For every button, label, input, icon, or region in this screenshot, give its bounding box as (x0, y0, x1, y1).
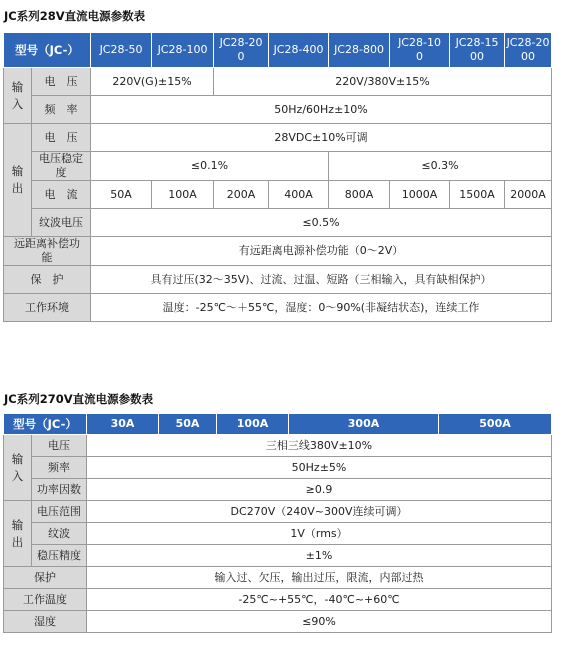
table-row (4, 435, 552, 457)
cell-value: ±1% (87, 545, 552, 567)
cell-value: 100A (152, 181, 214, 209)
model-header: JC28-20 00 (505, 33, 552, 68)
row-label: 电压 (32, 435, 87, 457)
cell-value: 2000A (505, 181, 552, 209)
cell-value: 输入过、欠压，输出过压，限流，内部过热 (87, 567, 552, 589)
table-row (4, 266, 552, 294)
model-label: 型号（JC-） (4, 414, 87, 435)
cell-value: 800A (329, 181, 390, 209)
model-header: JC28-100 (152, 33, 214, 68)
jc270-parameter-table (3, 413, 552, 633)
table-row (4, 124, 552, 152)
cell-value: 220V/380V±15% (214, 68, 552, 96)
model-header: 300A (289, 414, 439, 435)
cell-value: ≥0.9 (87, 479, 552, 501)
model-header: JC28-10 0 (390, 33, 450, 68)
row-label: 工作温度 (4, 589, 87, 611)
row-label: 纹波电压 (32, 209, 91, 237)
row-label: 电压稳定 度 (32, 152, 91, 181)
cell-value: ≤0.5% (91, 209, 552, 237)
output-group-label: 输 出 (4, 124, 32, 237)
cell-value: DC270V（240V~300V连续可调） (87, 501, 552, 523)
cell-value: ≤0.1% (91, 152, 329, 181)
table1-title: JC系列28V直流电源参数表 (4, 9, 146, 23)
model-header: 50A (159, 414, 217, 435)
row-label: 电 压 (32, 124, 91, 152)
model-header: 100A (217, 414, 289, 435)
model-header: JC28-400 (269, 33, 329, 68)
table-row (4, 457, 552, 479)
table-row (4, 237, 552, 266)
row-label: 远距离补偿功 能 (4, 237, 91, 266)
output-group-label: 输 出 (4, 501, 32, 567)
cell-value: -25℃~+55℃，-40℃~+60℃ (87, 589, 552, 611)
cell-value: 1V（rms） (87, 523, 552, 545)
table-row (4, 523, 552, 545)
cell-value: 50Hz/60Hz±10% (91, 96, 552, 124)
cell-value: 具有过压(32～35V)、过流、过温、短路（三相输入，具有缺相保护） (91, 266, 552, 294)
model-header: JC28-20 0 (214, 33, 269, 68)
row-label: 功率因数 (32, 479, 87, 501)
table-row (4, 96, 552, 124)
table-row (4, 209, 552, 237)
cell-value: 50Hz±5% (87, 457, 552, 479)
table-row (4, 181, 552, 209)
model-header: 500A (439, 414, 552, 435)
table-row (4, 611, 552, 633)
table2-header-row (4, 414, 552, 435)
table-row (4, 545, 552, 567)
cell-value: 有远距离电源补偿功能（0～2V） (91, 237, 552, 266)
table1-header-row (4, 33, 552, 68)
row-label: 电 压 (32, 68, 91, 96)
table-row (4, 294, 552, 322)
model-header: JC28-15 00 (450, 33, 505, 68)
input-group-label: 输 入 (4, 435, 32, 501)
row-label: 频 率 (32, 96, 91, 124)
row-label: 保护 (4, 567, 87, 589)
cell-value: 1000A (390, 181, 450, 209)
row-label: 工作环境 (4, 294, 91, 322)
table-row (4, 567, 552, 589)
row-label: 稳压精度 (32, 545, 87, 567)
cell-value: 200A (214, 181, 269, 209)
table-row (4, 68, 552, 96)
model-header: JC28-800 (329, 33, 390, 68)
table-row (4, 589, 552, 611)
cell-value: 400A (269, 181, 329, 209)
table-row (4, 501, 552, 523)
row-label: 纹波 (32, 523, 87, 545)
model-header: 30A (87, 414, 159, 435)
row-label: 频率 (32, 457, 87, 479)
row-label: 保 护 (4, 266, 91, 294)
cell-value: 220V(G)±15% (91, 68, 214, 96)
row-label: 湿度 (4, 611, 87, 633)
table2-title: JC系列270V直流电源参数表 (4, 392, 154, 406)
cell-value: ≤90% (87, 611, 552, 633)
cell-value: ≤0.3% (329, 152, 552, 181)
cell-value: 1500A (450, 181, 505, 209)
table-row (4, 479, 552, 501)
jc28-parameter-table (3, 32, 552, 322)
input-group-label: 输 入 (4, 68, 32, 124)
cell-value: 50A (91, 181, 152, 209)
row-label: 电 流 (32, 181, 91, 209)
cell-value: 温度：-25℃～＋55℃，湿度：0～90%(非凝结状态)，连续工作 (91, 294, 552, 322)
cell-value: 三相三线380V±10% (87, 435, 552, 457)
model-label: 型号（JC-） (4, 33, 91, 68)
cell-value: 28VDC±10%可调 (91, 124, 552, 152)
model-header: JC28-50 (91, 33, 152, 68)
table-row (4, 152, 552, 181)
row-label: 电压范围 (32, 501, 87, 523)
